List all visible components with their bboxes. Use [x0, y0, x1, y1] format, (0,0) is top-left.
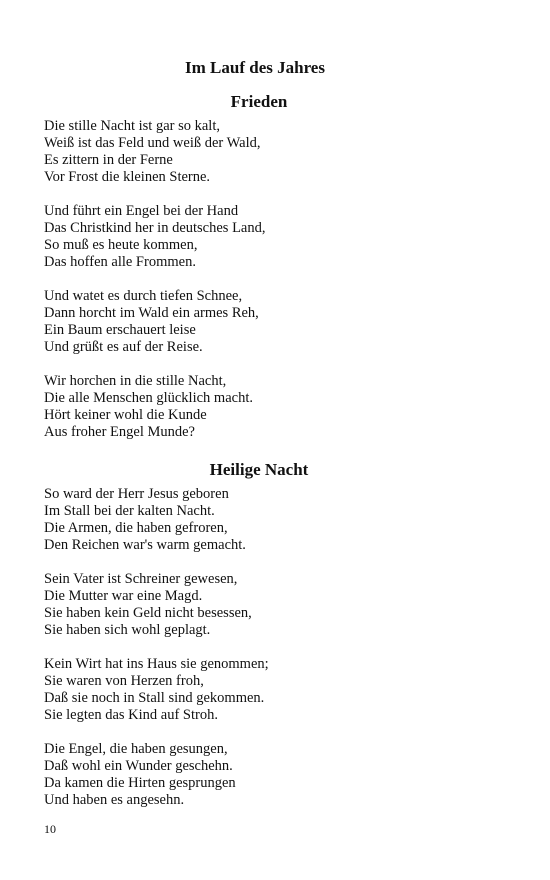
verse-line: Und haben es angesehn. — [44, 792, 185, 808]
verse-line: Dann horcht im Wald ein armes Reh, — [44, 305, 259, 321]
verse-line: Weiß ist das Feld und weiß der Wald, — [44, 135, 261, 151]
verse-line: Die Engel, die haben gesungen, — [44, 741, 228, 757]
verse-line: Sein Vater ist Schreiner gewesen, — [44, 571, 238, 587]
verse-line: Ein Baum erschauert leise — [44, 322, 196, 338]
verse-line: Die Armen, die haben gefroren, — [44, 520, 228, 536]
verse-line: So muß es heute kommen, — [44, 237, 198, 253]
verse-line: Und führt ein Engel bei der Hand — [44, 203, 239, 219]
verse-line: Sie waren von Herzen froh, — [44, 673, 204, 689]
verse-line: Die Mutter war eine Magd. — [44, 588, 203, 604]
verse-line: Sie legten das Kind auf Stroh. — [44, 707, 218, 723]
verse-line: Vor Frost die kleinen Sterne. — [44, 169, 211, 185]
page-number: 10 — [44, 822, 56, 836]
stanza — [44, 373, 474, 441]
verse-line: Daß wohl ein Wunder geschehn. — [44, 758, 233, 774]
stanza — [44, 486, 474, 554]
verse-line: Und grüßt es auf der Reise. — [44, 339, 203, 355]
stanza — [44, 203, 474, 271]
verse-line: Aus froher Engel Munde? — [44, 424, 195, 440]
poem-title: Frieden — [230, 92, 288, 111]
verse-line: Daß sie noch in Stall sind gekommen. — [44, 690, 265, 706]
verse-line: Den Reichen war's warm gemacht. — [44, 537, 246, 553]
verse-line: Im Stall bei der kalten Nacht. — [44, 503, 215, 519]
verse-line: Und watet es durch tiefen Schnee, — [44, 288, 243, 304]
verse-line: Es zittern in der Ferne — [44, 152, 173, 168]
verse-line: Das Christkind her in deutsches Land, — [44, 220, 266, 236]
verse-line: Sie haben kein Geld nicht besessen, — [44, 605, 252, 621]
verse-line: Sie haben sich wohl geplagt. — [44, 622, 211, 638]
poem-title: Heilige Nacht — [209, 460, 309, 479]
stanza — [44, 741, 474, 809]
section-title: Im Lauf des Jahres — [185, 58, 325, 77]
verse-line: Das hoffen alle Frommen. — [44, 254, 196, 270]
stanza — [44, 288, 474, 356]
poem-body — [44, 118, 474, 458]
verse-line: Hört keiner wohl die Kunde — [44, 407, 207, 423]
stanza — [44, 571, 474, 639]
stanza — [44, 118, 474, 186]
verse-line: Die stille Nacht ist gar so kalt, — [44, 118, 220, 134]
verse-line: Kein Wirt hat ins Haus sie genommen; — [44, 656, 269, 672]
verse-line: Wir horchen in die stille Nacht, — [44, 373, 227, 389]
poem-body — [44, 486, 474, 826]
verse-line: Die alle Menschen glücklich macht. — [44, 390, 253, 406]
stanza — [44, 656, 474, 724]
verse-line: So ward der Herr Jesus geboren — [44, 486, 229, 502]
verse-line: Da kamen die Hirten gesprungen — [44, 775, 236, 791]
